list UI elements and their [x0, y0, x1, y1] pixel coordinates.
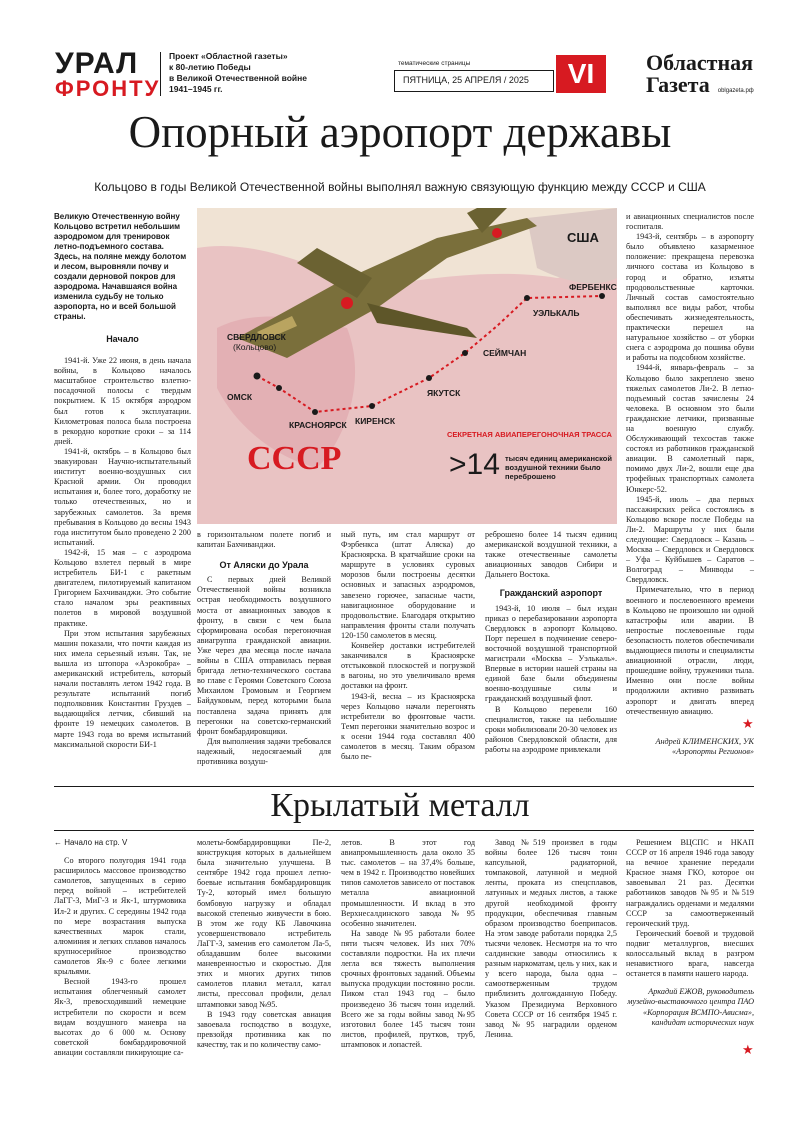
arrow-left-icon: ← — [54, 838, 62, 847]
paragraph: реброшено более 14 тысяч единиц американской воздушной техники, а также отечественные самолеты авиационных заводов Сибири и Дальнего Востока. — [485, 530, 617, 580]
map-label-ussr: СССР — [247, 440, 342, 477]
city-kirensk: КИРЕНСК — [355, 416, 396, 426]
article-subtitle: Кольцово в годы Великой Отечественной войны выполнял важную связующую функцию между СССР и США — [94, 180, 706, 194]
paragraph: 1945-й, июль – два первых пассажирских рейса состоялись в Кольцово вскоре после Победы на Ли-2. Маршруты у них были следующие: Свердловск – Казань – Москва – Свердловск и Свердловск – Уфа – Куйбышев – Саратов – Волгоград – Минводы – Свердловск. — [626, 494, 754, 585]
article-lead: Великую Отечественную войну Кольцово встретил небольшим аэродромом для тренировок летно-подъемного состава. Здесь, на поляне между болотом и лесом, выровняли почву и создали дерновой покров для аэродрома. Начавшаяся война изменила судьбу не только аэропорта, но и всей большой страны. — [54, 212, 187, 321]
brand-name-line1: Областная — [646, 50, 754, 75]
route-label: СЕКРЕТНАЯ АВИАПЕРЕГОНОЧНАЯ ТРАССА — [447, 430, 612, 439]
project-description — [169, 51, 339, 95]
city-koltsovo: (Кольцово) — [233, 342, 277, 352]
logo-front: ФРОНТУ — [55, 76, 161, 101]
paragraph: Решением ВЦСПС и НКАП СССР от 16 апреля 1946 года заводу на вечное хранение передали Красное знамя ГКО, которое он завоевывал 21 раз. Десятки работников заводов №95 и №519 награждались орденами и медалями СССР за самоотверженный героический труд. — [626, 838, 754, 928]
paragraph: 1941-й, октябрь – в Кольцово был эвакуирован Научно-испытательный институт военно-воздушных сил Красной армии. Он проводил испытания и, более того, доработку не только отечественных, но и зарубежных самолетов. За время пребывания в Кольцово до весны 1943 года институтом было проведено 2 200 испытаний. — [54, 446, 191, 547]
project-line: 1941–1945 гг. — [169, 84, 223, 94]
paragraph: ный путь, им стал маршрут от Фэрбенкса (штат Аляска) до Красноярска. В кратчайшие сроки на маршруте в условиях суровых морозов были построены десятки основных и запасных аэродромов, завезено горючее, запасные части, навигационное оборудование и продовольствие. Благодаря открытию направления фронты стали получать 120-150 самолетов в месяц. — [341, 530, 475, 640]
article-title: Опорный аэропорт державы — [128, 107, 672, 157]
author-signature: Андрей КЛИМЕНСКИХ, УК «Аэропорты Регионов» — [655, 736, 754, 756]
masthead-logo — [55, 47, 161, 101]
subhead-alaska: От Аляски до Урала — [219, 560, 309, 571]
section-divider-2 — [54, 830, 754, 831]
paragraph: 1943-й, весна – из Красноярска через Кольцово начали перегонять истребители во фронтовые части. Темп перегонки значительно возрос и к осени 1944 года составлял 400 самолетов в месяц. Таким образом было пе- — [341, 691, 475, 762]
paragraph: 1943-й, 10 июля – был издан приказ о перебазировании аэропорта Свердловск в аэропорт Кольцово. Порт перешел в подчинение северо-восточной воздушной транспортной магистрали «Москва – Уэлькаль». Впервые в истории нашей страны на единой базе были объединены военно-воздушные силы и гражданский воздушный флот. — [485, 603, 617, 704]
route-map-illustration — [197, 208, 617, 524]
city-seymchan: СЕЙМЧАН — [483, 348, 527, 358]
paragraph: В Кольцово перевели 160 специалистов, также на небольшие сроки мобилизовали 20-30 человек из районов Свердловской области, для работы на аэродроме привлекали — [485, 704, 617, 754]
article-column-4 — [485, 530, 617, 784]
city-sverdlovsk: СВЕРДЛОВСК — [227, 332, 286, 342]
city-yakutsk: ЯКУТСК — [427, 388, 461, 398]
paragraph: Весной 1943-го прошел испытания облегченный самолет Як-3, превосходивший немецкие истребители по скорости и всем видам воздушного маневра на высотах до 6 000 м. Основу советской бомбардировочной авиации составляли пикирующие са- — [54, 977, 186, 1057]
project-line: Проект «Областной газеты» — [169, 51, 288, 61]
section-label: тематические страницы — [398, 60, 471, 67]
paragraph: 1943-й, сентябрь – в аэропорту было объявлено казарменное положение: прекращена перевозка личного состава из Кольцово в город и обратно, изъяты продовольственные карточки. Личный состав самостоятельно выполнял все виды работ, чтобы обеспечивать жизнедеятельность, практически перешел на натуральное хозяйство – от уборки снега с аэродрома до пошива обуви и работы на подсобном хозяйстве. — [626, 232, 754, 363]
continued-note-text: Начало на стр. V — [64, 838, 128, 847]
article-column-3 — [341, 530, 475, 784]
article2-column-1 — [54, 838, 186, 1068]
paragraph: Со второго полугодия 1941 года расширилось массовое производство самолетов, запущенных в серию перед войной – истребителей ЛаГГ-3, МиГ-3 и Як-1, штурмовика Ил-2 и других. С середины 1942 года по мере возрастания выпуска качественных марок стали, алюминия и легких сплавов началось крупносерийное производство самолетов Як-9 с более легкими крыльями. — [54, 856, 186, 977]
city-fairbanks: ФЕРБЕНКС — [569, 282, 617, 292]
paragraph: 1941-й. Уже 22 июня, в день начала войны, в Кольцово началось масштабное строительство взлетно-посадочной полосы с твердым покрытием. К 15 октября аэродром был готов к эксплуатации. Километровая полоса была построена в рекордно короткие сроки – за 114 дней. — [54, 356, 191, 446]
paragraph: летов. В этот год авиапромышленность дала около 35 тыс. самолетов – на 37,4% больше, чем в 1942 г. Производство новейших типов самолетов зависело от поставок металла авиационной промышленности. И вклад в это Верхнесалдинского завода №95 особенно значителен. — [341, 838, 475, 928]
paragraph: и авиационных специалистов после госпиталя. — [626, 212, 754, 232]
city-uelkal: УЭЛЬКАЛЬ — [533, 308, 580, 318]
project-line: в Великой Отечественной войне — [169, 73, 308, 83]
author-signature-2: Аркадий ЕЖОВ, руководитель музейно-выставочного центра ПАО «Корпорация ВСМПО-Ависма», кандидат исторических наук — [627, 987, 754, 1027]
paragraph: молеты-бомбардировщики Пе-2, конструкция которых в дальнейшем была значительно улучшена. В сентябре 1942 года прошел летно-боевые испытания бомбардировщик Ту-2, который имел большую бомбовую нагрузку и обладал высокой степенью живучести в бою. В этом же году КБ Лавочкина усовершенствовало истребитель ЛаГГ-3, заменив его самолетом Ла-5, обладавшим более высокими маневренностью и скоростью. Для этих и многих других типов самолетов плавил металл, катал листы, прессовал профили, делал штамповки завод №95. — [197, 838, 331, 1009]
stat-text: тысяч единиц американской воздушной техники было переброшено — [505, 454, 612, 481]
paragraph: При этом испытания зарубежных машин показали, что почти каждая из них имела серьезный изъян. Так, не вышла из штопора «Аэрокобра» – американский истребитель, который начали поставлять летом 1942 года. В результате испытаний погиб подполковник Константин Груздев – выдающийся летчик, сбивший на фронте 19 немецких самолетов. В марте 1943 года во время испытаний максимальной скорости БИ-1 — [54, 628, 191, 749]
city-omsk: ОМСК — [227, 392, 253, 402]
paragraph: Завод №519 произвел в годы войны более 126 тысяч тонн капсульной, радиаторной, томпаковой, латунной и медной ленты, проката из спецсплавов, латунных и медных листов, а также другой необходимой фронту продукции, обеспечивая главным образом производство боеприпасов. На этом заводе работали порядка 2,5 тысячи человек. Несмотря на то что салдинские заводы относились к разным наркоматам, цель у них, как и у всего народа, была одна – самоотверженным трудом приблизить долгожданную Победу. Указом Президиума Верховного Совета СССР от 16 сентября 1945 г. завод №95 наградили орденом Ленина. — [485, 838, 617, 1039]
logo-divider — [160, 52, 161, 96]
paragraph: 1944-й, январь-февраль – за Кольцово было закреплено звено тяжелых самолетов Ли-2. В летно-подъемный состав зачислены 24 человека. В основном это были гражданские летчики, призванные на военную службу. Обслуживающий техсостав также состоял из работников гражданской авиации. В самолетный парк, помимо двух Ли-2, вошли еще два трофейных транспортных самолета Юнкерс-52. — [626, 363, 754, 494]
project-line: к 80-летию Победы — [169, 62, 251, 72]
article2-title: Крылатый металл — [270, 787, 530, 824]
page-number: VI — [556, 55, 606, 93]
city-krasnoyarsk: КРАСНОЯРСК — [289, 420, 347, 430]
article2-column-2 — [197, 838, 331, 1068]
article2-column-4 — [485, 838, 617, 1068]
article-column-1 — [54, 212, 191, 784]
star-icon: ★ — [742, 1042, 754, 1057]
subhead-start: Начало — [106, 334, 139, 344]
paragraph: В 1943 году советская авиация завоевала господство в воздухе, превзойдя противника как по качеству, так и по количеству само- — [197, 1009, 331, 1049]
article2-column-3 — [341, 838, 475, 1068]
paragraph: в горизонтальном полете погиб и капитан Бахчиванджи. — [197, 530, 331, 550]
paragraph: Примечательно, что в период военного и послевоенного времени в Кольцово не произошло ни одной катастрофы или аварии. В непростые послевоенные годы безопасность полетов обеспечивали выдающиеся пилоты и специалисты авиационной отрасли, люди, прошедшие войну, труженики тыла. Именно они после войны продолжили активно развивать аэропорт и двигать вперед отечественную авиацию. — [626, 585, 754, 716]
issue-date: ПЯТНИЦА, 25 АПРЕЛЯ / 2025 — [403, 75, 529, 85]
paragraph: На заводе №95 работали более пяти тысяч человек. Из них 70% составляли подростки. На их плечи легла вся тяжесть выполнения срочных фронтовых заданий. Объемы выпуска продукции постоянно росли. Пиком стал 1943 год – было произведено 36 тысяч тонн изделий. Всего же за годы войны завод №95 изготовил более 145 тысяч тонн листов, профилей, прутков, труб, штамповок и лопастей. — [341, 928, 475, 1049]
article-column-2 — [197, 530, 331, 784]
article-column-5 — [626, 212, 754, 784]
star-icon: ★ — [742, 716, 754, 731]
stat-number: >14 — [449, 448, 500, 481]
brand-name-line2: Газета — [646, 72, 710, 97]
subhead-civil-airport: Гражданский аэропорт — [499, 588, 603, 599]
paragraph: 1942-й, 15 мая – с аэродрома Кольцово взлетел первый в мире истребитель БИ-1 с ракетным двигателем, пилотируемый капитаном Григорием Бахчиванджи. Это событие стало началом эры реактивных полетов в мировой воздушной практике. — [54, 547, 191, 628]
brand-logo — [646, 52, 754, 97]
paragraph: С первых дней Великой Отечественной войны возникла острая необходимость воздушного моста от авиационных заводов к фронту, в связи с чем была сформирована особая перегоночная авиагруппа гражданской авиации. Уже через два месяца после начала войны в США отправилась первая бригада летно-технического состава во главе с Героями Советского Союза Михаилом Громовым и Георгием Байдуковым, перед которыми была поставлена задача принять для перегонки на советско-германский фронт бомбардировщики. — [197, 575, 331, 736]
paragraph: Конвейер доставки истребителей заканчивался в Красноярске отстыковкой плоскостей и погрузкой в вагоны, но это увеличивало время доставки на фронт. — [341, 641, 475, 691]
continued-note — [54, 838, 186, 848]
map-label-usa: США — [567, 230, 599, 245]
paragraph: Для выполнения задачи требовался надежный, недосягаемый для противника воздуш- — [197, 736, 331, 766]
article2-column-5 — [626, 838, 754, 1068]
paragraph: Героический боевой и трудовой подвиг металлургов, внесших колоссальный вклад в разгром ненавистного врага, навсегда останется в памяти нашего народа. — [626, 928, 754, 979]
logo-ural: УРАЛ — [55, 47, 139, 80]
date-box — [394, 70, 554, 92]
brand-url: oblgazeta.рф — [717, 88, 754, 94]
